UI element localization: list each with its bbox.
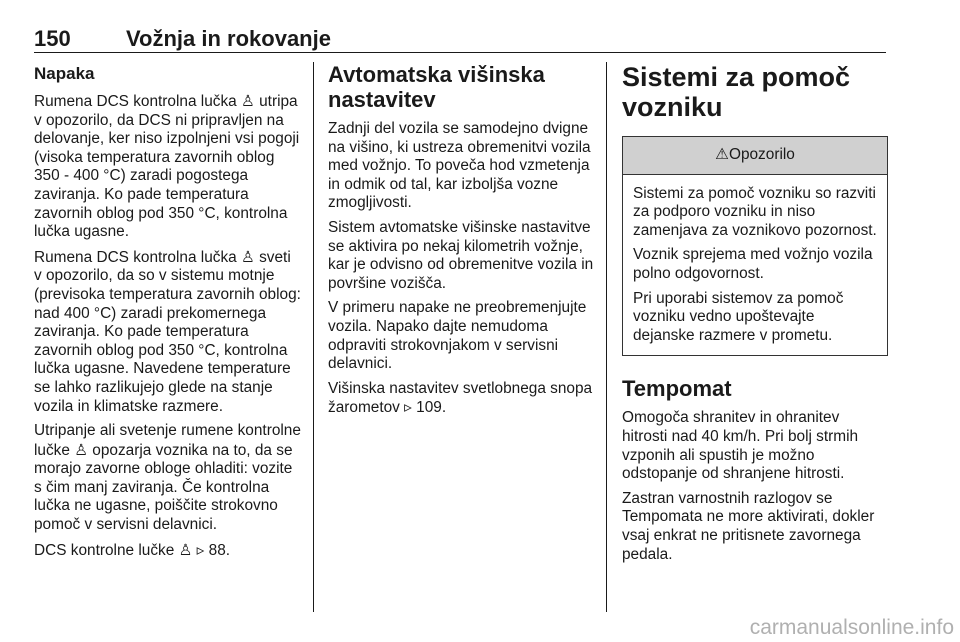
paragraph: DCS kontrolne lučke ♙ ▹ 88. xyxy=(34,540,231,559)
watermark: carmanualsonline.info xyxy=(749,616,954,639)
section-heading-cruise-control: Tempomat xyxy=(622,376,732,402)
paragraph: Sistem avtomatske višinske nastavitve se aktivira po nekaj kilometrih vožnje, kar je odvisno od obremenitve vozila in površine vozišča. xyxy=(328,218,594,292)
page-reference-arrow-icon[interactable]: ▹ xyxy=(404,398,412,417)
warning-body xyxy=(623,175,887,356)
page-reference[interactable]: 109. xyxy=(411,399,447,417)
page-header xyxy=(34,26,886,52)
page-number: 150 xyxy=(34,26,71,51)
warning-box xyxy=(622,136,888,356)
paragraph: Zastran varnostnih razlogov se Tempomata ne more aktivirati, dokler vsaj enkrat ne pritisnete zavornega pedala. xyxy=(622,489,875,563)
paragraph: Višinska nastavitev svetlobnega snopa žarometov ▹ 109. xyxy=(328,379,593,417)
dcs-warning-icon: ♙ xyxy=(74,440,89,459)
warning-paragraph: Pri uporabi sistemov za pomoč vozniku vedno upoštevajte dejanske razmere v prometu. xyxy=(633,289,844,344)
paragraph: Rumena DCS kontrolna lučka ♙ utripa v opozorilo, da DCS ni pripravljen na delovanje, ker niso izpolnjeni vsi pogoji (visoka temperatura zavornih oblog 350 - 400 °C) zaradi pogostega zaviranja. Ko pade temperatura zavornih oblog pod 350 °C, kontrolna lučka ugasne. xyxy=(34,92,300,241)
header-rule xyxy=(34,52,886,53)
section-heading-height-leveling: Avtomatska višinska nastavitev xyxy=(328,62,545,112)
paragraph: V primeru napake ne preobremenjujte vozila. Napako dajte nemudoma odpraviti strokovnjakom v servisni delavnici. xyxy=(328,299,587,373)
column-right xyxy=(622,62,888,570)
dcs-warning-icon: ♙ xyxy=(241,247,255,266)
chapter-title: Vožnja in rokovanje xyxy=(126,26,331,51)
paragraph: Rumena DCS kontrolna lučka ♙ sveti v opozorilo, da so v sistemu motnje (previsoka temperatura zavornih oblog: nad 400 °C) zaradi prekomernega zaviranja. Ko pade temperatura zavornih oblog pod 350 °C, kontrolna lučka ugasne. Navedene temperature se lahko razlikujejo glede na stanje vozila in klimatske razmere. xyxy=(34,247,301,415)
warning-header xyxy=(623,137,887,175)
column-middle xyxy=(328,62,598,424)
paragraph: Zadnji del vozila se samodejno dvigne na višino, ki ustreza obremenitvi vozila med vožnjo. To poveča hod vzmetenja in odmik od tal, kar izboljša vozne zmogljivosti. xyxy=(328,120,591,212)
column-divider xyxy=(606,62,607,612)
page-reference-arrow-icon[interactable]: ▹ xyxy=(196,540,205,559)
warning-paragraph: Sistemi za pomoč vozniku so razviti za podporo vozniku in niso zamenjava za voznikovo pozornost. xyxy=(633,184,877,239)
paragraph: Utripanje ali svetenje rumene kontrolne lučke ♙ opozarja voznika na to, da se morajo zavorne obloge ohladiti: vozite s čim manj zaviranja. Če kontrolna lučka ne ugasne, poiščite strokovno pomoč v servisni delavnici. xyxy=(34,422,301,534)
dcs-warning-icon: ♙ xyxy=(178,540,193,559)
warning-paragraph: Voznik sprejema med vožnjo vozila polno odgovornost. xyxy=(633,246,873,282)
column-left xyxy=(34,62,302,566)
dcs-warning-icon: ♙ xyxy=(241,92,255,110)
column-divider xyxy=(313,62,314,612)
warning-title: Opozorilo xyxy=(728,146,795,163)
warning-triangle-icon: ⚠ xyxy=(715,145,729,163)
page-reference[interactable]: 88. xyxy=(204,541,231,559)
section-heading-driver-assistance: Sistemi za pomoč vozniku xyxy=(622,62,851,122)
paragraph: Omogoča shranitev in ohranitev hitrosti nad 40 km/h. Pri bolj strmih vzponih ali spustih je možno odstopanje od shranjene hitrosti. xyxy=(622,409,859,483)
section-heading-napaka: Napaka xyxy=(34,64,95,83)
